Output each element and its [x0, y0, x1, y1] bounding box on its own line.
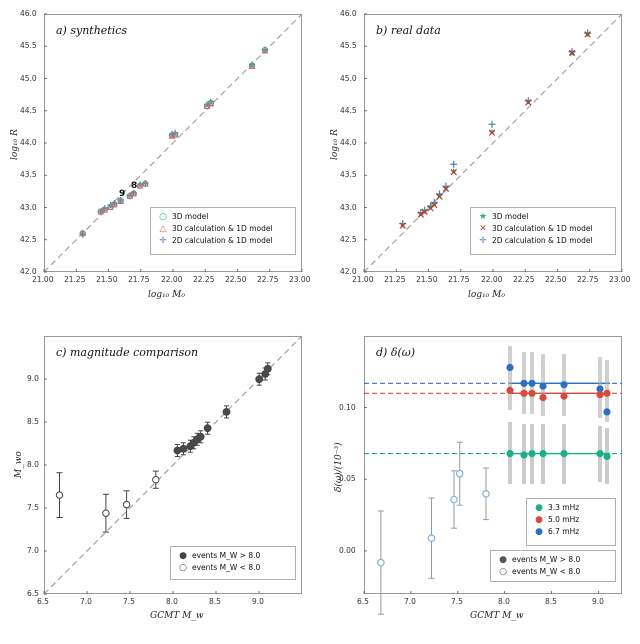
legend-item-large-events[interactable] [496, 554, 610, 566]
panel-b [320, 0, 640, 320]
legend-item-2d-calc-1d[interactable] [156, 235, 290, 247]
panel-b-xlabel: log₁₀ M₀ [468, 290, 505, 300]
legend-item-3d-calc-1d[interactable] [156, 223, 290, 235]
filled-circle-icon: ● [535, 503, 543, 513]
panel-b-ytick-4: 44.0 [340, 138, 357, 147]
legend-item-2d-calc-1d[interactable] [476, 235, 610, 247]
legend-label: 3D model [172, 212, 209, 221]
panel-a [0, 0, 320, 320]
legend-label: 3.3 mHz [548, 503, 580, 512]
legend-item-3d-model[interactable] [156, 211, 290, 223]
panel-d-xtick-4: 8.5 [545, 597, 557, 606]
panel-c-ylabel: M_wo [14, 451, 24, 478]
plus-icon: ✛ [159, 236, 167, 246]
panel-d-title: d) δ(ω) [376, 346, 416, 359]
circle-icon: ○ [159, 212, 167, 222]
legend-label: 6.7 mHz [548, 527, 580, 536]
panel-a-ytick-5: 44.5 [20, 106, 37, 115]
panel-b-xtick-1: 21.25 [384, 275, 406, 284]
legend-item-5p0mhz[interactable] [532, 514, 610, 526]
panel-a-xtick-2: 21.50 [96, 275, 118, 284]
open-circle-icon: ○ [179, 563, 187, 573]
panel-b-xtick-3: 21.75 [448, 275, 470, 284]
panel-c-graphics [0, 322, 320, 644]
panel-c-ytick-0: 6.5 [27, 589, 39, 598]
legend-label: 3D model [492, 212, 529, 221]
panel-d-ylabel: δ(ω)/(10⁻³) [334, 442, 344, 492]
panel-d-xlabel: GCMT M_w [470, 611, 524, 621]
panel-c-title: c) magnitude comparison [56, 346, 199, 359]
panel-b-ytick-0: 42.0 [340, 267, 357, 276]
panel-a-ytick-4: 44.0 [20, 138, 37, 147]
plus-icon: ✛ [479, 236, 487, 246]
svg-text:8: 8 [131, 181, 138, 191]
panel-b-ytick-5: 44.5 [340, 106, 357, 115]
panel-a-xtick-1: 21.25 [64, 275, 86, 284]
panel-d-xtick-3: 8.0 [498, 597, 510, 606]
panel-b-legend [470, 207, 616, 255]
panel-c-xtick-2: 7.5 [123, 597, 135, 606]
panel-c-legend [170, 546, 296, 580]
panel-b-xtick-4: 22.00 [481, 275, 503, 284]
panel-a-xtick-6: 22.50 [225, 275, 247, 284]
filled-circle-icon: ● [179, 551, 187, 561]
legend-label: 3D calculation & 1D model [492, 224, 593, 233]
panel-a-ylabel: log₁₀ R [10, 129, 20, 160]
panel-d [320, 322, 640, 644]
panel-a-ytick-0: 42.0 [20, 267, 37, 276]
panel-a-xlabel: log₁₀ M₀ [148, 290, 185, 300]
panel-b-graphics [320, 0, 640, 320]
legend-label: events M_W > 8.0 [192, 551, 261, 560]
panel-b-ytick-7: 45.5 [340, 41, 357, 50]
panel-b-xtick-0: 21.00 [352, 275, 374, 284]
panel-d-xtick-5: 9.0 [592, 597, 604, 606]
panel-a-graphics [0, 0, 320, 320]
panel-a-ytick-6: 45.0 [20, 74, 37, 83]
panel-c-ytick-4: 8.5 [27, 417, 39, 426]
panel-d-ytick-2: 0.10 [339, 403, 356, 412]
panel-a-xtick-3: 21.75 [128, 275, 150, 284]
legend-item-small-events[interactable] [176, 562, 290, 574]
panel-a-legend [150, 207, 296, 255]
filled-circle-icon: ● [535, 527, 543, 537]
panel-c-ytick-3: 8.0 [27, 460, 39, 469]
panel-a-ytick-2: 43.0 [20, 203, 37, 212]
legend-label: events M_W < 8.0 [192, 563, 261, 572]
triangle-icon: △ [159, 224, 167, 234]
panel-b-xtick-2: 21.50 [416, 275, 438, 284]
panel-c-xtick-3: 8.0 [166, 597, 178, 606]
panel-a-xtick-7: 22.75 [257, 275, 279, 284]
panel-b-ytick-6: 45.0 [340, 74, 357, 83]
panel-b-xtick-5: 22.25 [513, 275, 535, 284]
panel-a-xtick-0: 21.00 [32, 275, 54, 284]
panel-b-ytick-3: 43.5 [340, 170, 357, 179]
panel-b-ylabel: log₁₀ R [330, 129, 340, 160]
filled-circle-icon: ● [535, 515, 543, 525]
legend-item-small-events[interactable] [496, 566, 610, 578]
panel-b-xtick-6: 22.50 [545, 275, 567, 284]
panel-d-ytick-0: 0.00 [339, 546, 356, 555]
open-circle-icon: ○ [499, 567, 507, 577]
panel-c-xtick-1: 7.0 [80, 597, 92, 606]
legend-label: 2D calculation & 1D model [492, 236, 593, 245]
panel-b-ytick-1: 42.5 [340, 235, 357, 244]
panel-c-xlabel: GCMT M_w [150, 611, 204, 621]
panel-d-xtick-1: 7.0 [404, 597, 416, 606]
panel-a-xtick-8: 23.00 [289, 275, 311, 284]
legend-item-6p7mhz[interactable] [532, 526, 610, 538]
panel-b-ytick-8: 46.0 [340, 9, 357, 18]
panel-a-xtick-4: 22.00 [161, 275, 183, 284]
panel-a-title: a) synthetics [56, 24, 128, 37]
panel-b-xtick-7: 22.75 [577, 275, 599, 284]
panel-d-legend-frequencies [526, 498, 616, 546]
panel-c-xtick-4: 8.5 [209, 597, 221, 606]
panel-a-ytick-7: 45.5 [20, 41, 37, 50]
svg-text:9: 9 [119, 189, 126, 199]
filled-circle-icon: ● [499, 555, 507, 565]
panel-b-title: b) real data [376, 24, 441, 37]
panel-d-ytick-1: 0.05 [339, 474, 356, 483]
panel-c-ytick-5: 9.0 [27, 374, 39, 383]
legend-item-3d-calc-1d[interactable] [476, 223, 610, 235]
panel-d-xtick-2: 7.5 [451, 597, 463, 606]
panel-a-ytick-3: 43.5 [20, 170, 37, 179]
legend-label: 3D calculation & 1D model [172, 224, 273, 233]
legend-label: 5.0 mHz [548, 515, 580, 524]
panel-a-ytick-1: 42.5 [20, 235, 37, 244]
panel-c [0, 322, 320, 644]
legend-item-3d-model[interactable] [476, 211, 610, 223]
legend-label: events M_W < 8.0 [512, 567, 581, 576]
panel-b-xtick-8: 23.00 [609, 275, 631, 284]
legend-label: 2D calculation & 1D model [172, 236, 273, 245]
star-icon: ★ [478, 212, 488, 222]
panel-c-ytick-2: 7.5 [27, 503, 39, 512]
legend-item-large-events[interactable] [176, 550, 290, 562]
panel-d-xtick-0: 6.5 [357, 597, 369, 606]
panel-b-ytick-2: 43.0 [340, 203, 357, 212]
panel-d-legend-events [490, 550, 616, 582]
panel-a-ytick-8: 46.0 [20, 9, 37, 18]
panel-a-xtick-5: 22.25 [193, 275, 215, 284]
legend-item-3p3mhz[interactable] [532, 502, 610, 514]
panel-c-ytick-1: 7.0 [27, 546, 39, 555]
panel-c-xtick-5: 9.0 [252, 597, 264, 606]
panel-c-xtick-0: 6.5 [37, 597, 49, 606]
panel-d-graphics [320, 322, 640, 644]
cross-icon: ✕ [479, 224, 487, 234]
legend-label: events M_W > 8.0 [512, 555, 581, 564]
